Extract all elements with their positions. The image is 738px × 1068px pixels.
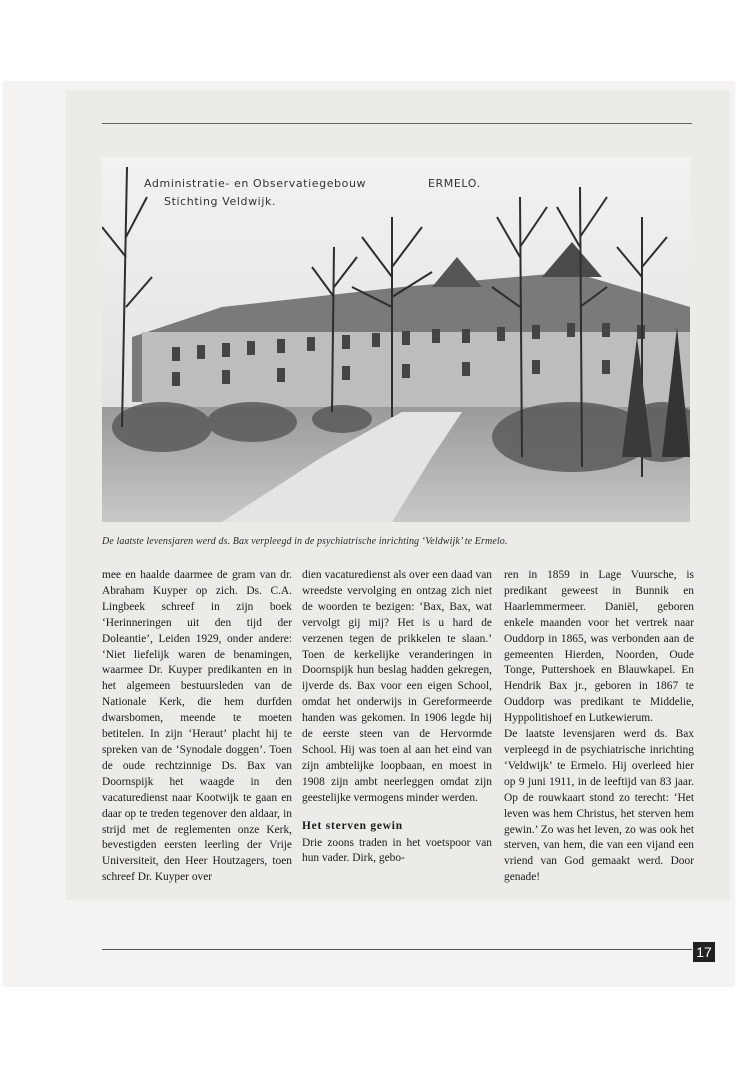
- photo-place: ERMELO.: [428, 177, 481, 190]
- section-heading: Het sterven gewin: [302, 819, 403, 832]
- photo-caption: De laatste levensjaren werd ds. Bax verpleegd in de psychiatrische inrichting ‘Veldwijk’ te Ermelo.: [102, 536, 508, 547]
- top-rule: [102, 123, 692, 124]
- column-3-text: ren in 1859 in Lage Vuursche, is predikant geweest in Bunnik en Haarlemmermeer. Daniël, geboren enkele maanden voor het vertrek naar Ouddorp in 1865, was verbonden aan de gemeenten Hierden, Noorden, Oude Tonge, Puttershoek en Blauwkapel. En Hendrik Bax jr., geboren in 1867 te Ouddorp was predikant te Middelie, Hyppolitishoef en Lutkewierum.: [504, 569, 694, 725]
- text-column-3: [504, 568, 694, 886]
- column-3-text-cont: De laatste levensjaren werd ds. Bax verpleegd in de psychiatrische inrichting ‘Veldwijk’ te Ermelo. Hij overleed hier op 9 juni 1911, in de leeftijd van 83 jaar. Op de rouwkaart stond zo terecht: ‘Het leven was hem Christus, het sterven hem gewin.’ Zo was het leven, zo was ook het sterven, van hem, die van een vijand een vriend van God gemaakt werd. Door genade!: [504, 728, 694, 884]
- building-photo: [102, 157, 690, 522]
- photo-title-line2: Stichting Veldwijk.: [164, 195, 277, 208]
- bottom-rule: [102, 949, 692, 950]
- column-2-text-cont: Drie zoons traden in het voetspoor van hun vader. Dirk, gebo-: [302, 836, 492, 865]
- page-number: 17: [693, 942, 715, 962]
- text-column-2: [302, 568, 492, 867]
- photo-title-line1: Administratie- en Observatiegebouw: [144, 177, 367, 190]
- text-column-1: [102, 568, 292, 886]
- column-2-text: dien vacaturedienst als over een daad van wreedste vervolging en ontzag zich niet de woorden te bezigen: ‘Bax, Bax, wat vervolgt gij mij? Het is u hard de verzenen tegen de prikkelen te slaan.’ Toen de kerkelijke veranderingen in Doornspijk hun beslag hadden gekregen, ijverde ds. Bax voor een eigen School, omdat het onderwijs in Gereformeerde handen was gekomen. In 1906 legde hij de eerste steen van de Hervormde School. Hij was toen al aan het eind van zijn ambtelijke loopbaan, en moest in 1908 zijn ambt neerleggen omdat zijn geestelijke vermogens minder werden.: [302, 569, 492, 804]
- column-1-text: mee en haalde daarmee de gram van dr. Abraham Kuyper op zich. Ds. C.A. Lingbeek schreef in zijn boek ‘Herinneringen uit den tijd der Doleantie’, Leiden 1929, onder andere: ‘Niet liefelijk waren de benamingen, waarmee Dr. Kuyper predikanten en in het algemeen bestuursleden van de Nationale Kerk, die hem durfden dwarsbomen, meende te moeten betitelen. In zijn ‘Heraut’ placht hij te spreken van de ‘Synodale doggen’. Toen de oude rechtzinnige Ds. Bax van Doornspijk het waagde in den vacaturedienst naar Kootwijk te gaan en daar op te treden tegenover den aldaar, in strijd met de reglementen onze Kerk, bevestigden eersten leerling der Vrije Universiteit, den Heer Houtzagers, toen schreef Dr. Kuyper over: [102, 569, 292, 884]
